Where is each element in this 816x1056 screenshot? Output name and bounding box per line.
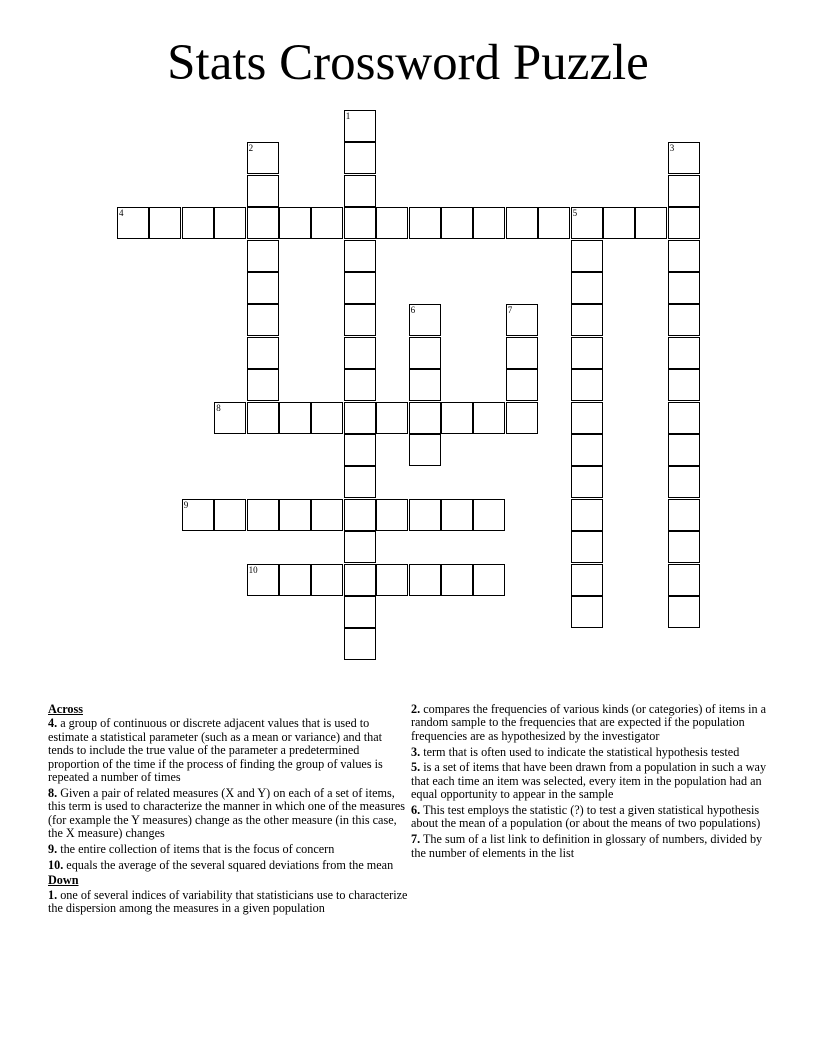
grid-cell[interactable] xyxy=(376,402,408,434)
grid-cell[interactable] xyxy=(344,304,376,336)
grid-cell[interactable] xyxy=(247,142,279,174)
grid-cell[interactable] xyxy=(311,207,343,239)
grid-cell[interactable] xyxy=(668,175,700,207)
grid-cell[interactable] xyxy=(311,402,343,434)
grid-cell[interactable] xyxy=(409,207,441,239)
grid-cell[interactable] xyxy=(117,207,149,239)
grid-cell[interactable] xyxy=(409,337,441,369)
clues-right-column xyxy=(411,703,771,862)
grid-cell[interactable] xyxy=(571,466,603,498)
grid-cell[interactable] xyxy=(311,564,343,596)
grid-cell[interactable] xyxy=(441,499,473,531)
grid-cell[interactable] xyxy=(247,369,279,401)
grid-cell[interactable] xyxy=(506,402,538,434)
grid-cell[interactable] xyxy=(668,207,700,239)
grid-cell[interactable] xyxy=(279,499,311,531)
grid-cell[interactable] xyxy=(571,304,603,336)
grid-cell[interactable] xyxy=(214,499,246,531)
clue-number: 10 xyxy=(248,564,258,575)
clue-item xyxy=(411,804,771,831)
clue-item-number: 9. xyxy=(48,841,58,856)
clue-item xyxy=(411,746,771,759)
grid-cell[interactable] xyxy=(538,207,570,239)
grid-cell[interactable] xyxy=(571,564,603,596)
clue-item-number: 8. xyxy=(48,785,58,800)
grid-cell[interactable] xyxy=(506,304,538,336)
clue-number: 3 xyxy=(669,143,675,154)
grid-cell[interactable] xyxy=(571,499,603,531)
grid-cell[interactable] xyxy=(668,272,700,304)
grid-cell[interactable] xyxy=(344,337,376,369)
grid-cell[interactable] xyxy=(344,110,376,142)
grid-cell[interactable] xyxy=(506,337,538,369)
grid-cell[interactable] xyxy=(149,207,181,239)
grid-cell[interactable] xyxy=(247,175,279,207)
grid-cell[interactable] xyxy=(409,304,441,336)
clue-item-text: equals the average of the several squared deviations from the mean xyxy=(63,857,394,872)
clue-item-number: 4. xyxy=(48,716,58,731)
clues-left-column xyxy=(48,703,410,918)
grid-cell[interactable] xyxy=(247,499,279,531)
grid-cell[interactable] xyxy=(344,369,376,401)
grid-cell[interactable] xyxy=(376,499,408,531)
grid-cell[interactable] xyxy=(441,402,473,434)
grid-cell[interactable] xyxy=(344,240,376,272)
grid-cell[interactable] xyxy=(668,596,700,628)
grid-cell[interactable] xyxy=(603,207,635,239)
grid-cell[interactable] xyxy=(571,531,603,563)
grid-cell[interactable] xyxy=(571,369,603,401)
grid-cell[interactable] xyxy=(344,175,376,207)
clue-number: 4 xyxy=(119,208,124,219)
grid-cell[interactable] xyxy=(247,272,279,304)
grid-cell[interactable] xyxy=(376,207,408,239)
grid-cell[interactable] xyxy=(571,240,603,272)
clue-item-number: 5. xyxy=(411,760,421,775)
clue-item-text: term that is often used to indicate the statistical hypothesis tested xyxy=(420,744,740,759)
across-heading: Across xyxy=(48,702,83,716)
clue-item-number: 2. xyxy=(411,702,421,716)
grid-cell[interactable] xyxy=(376,564,408,596)
clue-number: 5 xyxy=(572,208,578,219)
clue-item-number: 1. xyxy=(48,887,58,902)
clue-item xyxy=(48,859,410,872)
grid-cell[interactable] xyxy=(571,272,603,304)
grid-cell[interactable] xyxy=(344,434,376,466)
clue-item-number: 6. xyxy=(411,803,421,818)
grid-cell[interactable] xyxy=(571,596,603,628)
grid-cell[interactable] xyxy=(668,499,700,531)
grid-cell[interactable] xyxy=(409,402,441,434)
grid-cell[interactable] xyxy=(473,207,505,239)
grid-cell[interactable] xyxy=(473,499,505,531)
grid-cell[interactable] xyxy=(441,207,473,239)
grid-cell[interactable] xyxy=(409,564,441,596)
clue-item xyxy=(48,717,410,784)
grid-cell[interactable] xyxy=(344,466,376,498)
grid-cell[interactable] xyxy=(247,564,279,596)
grid-cell[interactable] xyxy=(344,142,376,174)
grid-cell[interactable] xyxy=(247,337,279,369)
clue-item xyxy=(411,833,771,860)
grid-cell[interactable] xyxy=(344,596,376,628)
grid-cell[interactable] xyxy=(571,207,603,239)
grid-cell[interactable] xyxy=(668,142,700,174)
grid-cell[interactable] xyxy=(668,466,700,498)
grid-cell[interactable] xyxy=(668,531,700,563)
grid-cell[interactable] xyxy=(247,240,279,272)
grid-cell[interactable] xyxy=(247,304,279,336)
grid-cell[interactable] xyxy=(344,207,376,239)
grid-cell[interactable] xyxy=(247,402,279,434)
grid-cell[interactable] xyxy=(668,434,700,466)
grid-cell[interactable] xyxy=(668,564,700,596)
clue-item xyxy=(48,843,410,856)
clue-item-text: Given a pair of related measures (X and Y) on each of a set of items, this term is used to characterize the manner in which one of the measures (for example the Y measures) change as the other measure (in this case, the X measure) changes xyxy=(48,785,406,841)
grid-cell[interactable] xyxy=(506,369,538,401)
clue-item-number: 3. xyxy=(411,744,421,759)
clue-item-text: compares the frequencies of various kinds (or categories) of items in a random sample to the frequencies that are expected if the population frequencies are as hypothesized by the investigator xyxy=(411,702,767,743)
grid-cell[interactable] xyxy=(344,272,376,304)
clue-number: 6 xyxy=(410,305,416,316)
clue-item-text: is a set of items that have been drawn from a population in such a way that each time an item was selected, every item in the population had an equal opportunity to appear in the sample xyxy=(411,760,767,802)
grid-cell[interactable] xyxy=(409,434,441,466)
clue-item-text: This test employs the statistic (?) to test a given statistical hypothesis about the mean of a population (or about the means of two populations) xyxy=(411,803,761,831)
grid-cell[interactable] xyxy=(311,499,343,531)
grid-cell[interactable] xyxy=(344,628,376,660)
grid-cell[interactable] xyxy=(473,564,505,596)
clue-number: 8 xyxy=(216,402,221,413)
clue-item-text: a group of continuous or discrete adjacent values that is used to estimate a statistical parameter (such as a mean or variance) and that tends to include the true value of the parameter a predetermined proportion of the time if the process of finding the group of values is repeated a number of times xyxy=(48,716,383,785)
grid-cell[interactable] xyxy=(668,402,700,434)
clue-item xyxy=(48,787,410,841)
down-heading: Down xyxy=(48,873,79,888)
grid-cell[interactable] xyxy=(571,434,603,466)
clue-item xyxy=(48,889,410,916)
grid-cell[interactable] xyxy=(409,369,441,401)
clue-number: 2 xyxy=(248,143,254,154)
grid-cell[interactable] xyxy=(279,207,311,239)
grid-cell[interactable] xyxy=(344,402,376,434)
clue-item-number: 7. xyxy=(411,832,421,847)
grid-cell[interactable] xyxy=(571,337,603,369)
clue-number: 9 xyxy=(183,499,189,510)
grid-cell[interactable] xyxy=(279,402,311,434)
grid-cell[interactable] xyxy=(441,564,473,596)
grid-cell[interactable] xyxy=(506,207,538,239)
clue-item xyxy=(411,761,771,801)
grid-cell[interactable] xyxy=(668,240,700,272)
clue-number: 1 xyxy=(345,111,351,121)
grid-cell[interactable] xyxy=(247,207,279,239)
clue-number: 7 xyxy=(507,305,513,316)
grid-cell[interactable] xyxy=(473,402,505,434)
grid-cell[interactable] xyxy=(214,207,246,239)
clue-item-text: the entire collection of items that is the focus of concern xyxy=(57,841,335,856)
grid-cell[interactable] xyxy=(344,564,376,596)
clue-item-number: 10. xyxy=(48,857,64,872)
clue-item xyxy=(411,703,771,743)
grid-cell[interactable] xyxy=(668,337,700,369)
grid-cell[interactable] xyxy=(214,402,246,434)
page-title: Stats Crossword Puzzle xyxy=(167,35,649,91)
grid-cell[interactable] xyxy=(668,304,700,336)
grid-cell[interactable] xyxy=(344,499,376,531)
grid-cell[interactable] xyxy=(344,531,376,563)
grid-cell[interactable] xyxy=(182,207,214,239)
clue-item-text: one of several indices of variability that statisticians use to characterize the dispersion among the measures in a given population xyxy=(48,887,408,916)
grid-cell[interactable] xyxy=(571,402,603,434)
grid-cell[interactable] xyxy=(409,499,441,531)
clue-item-text: The sum of a list link to definition in glossary of numbers, divided by the number of elements in the list xyxy=(411,832,763,860)
grid-cell[interactable] xyxy=(668,369,700,401)
grid-cell[interactable] xyxy=(279,564,311,596)
grid-cell[interactable] xyxy=(635,207,667,239)
grid-cell[interactable] xyxy=(182,499,214,531)
